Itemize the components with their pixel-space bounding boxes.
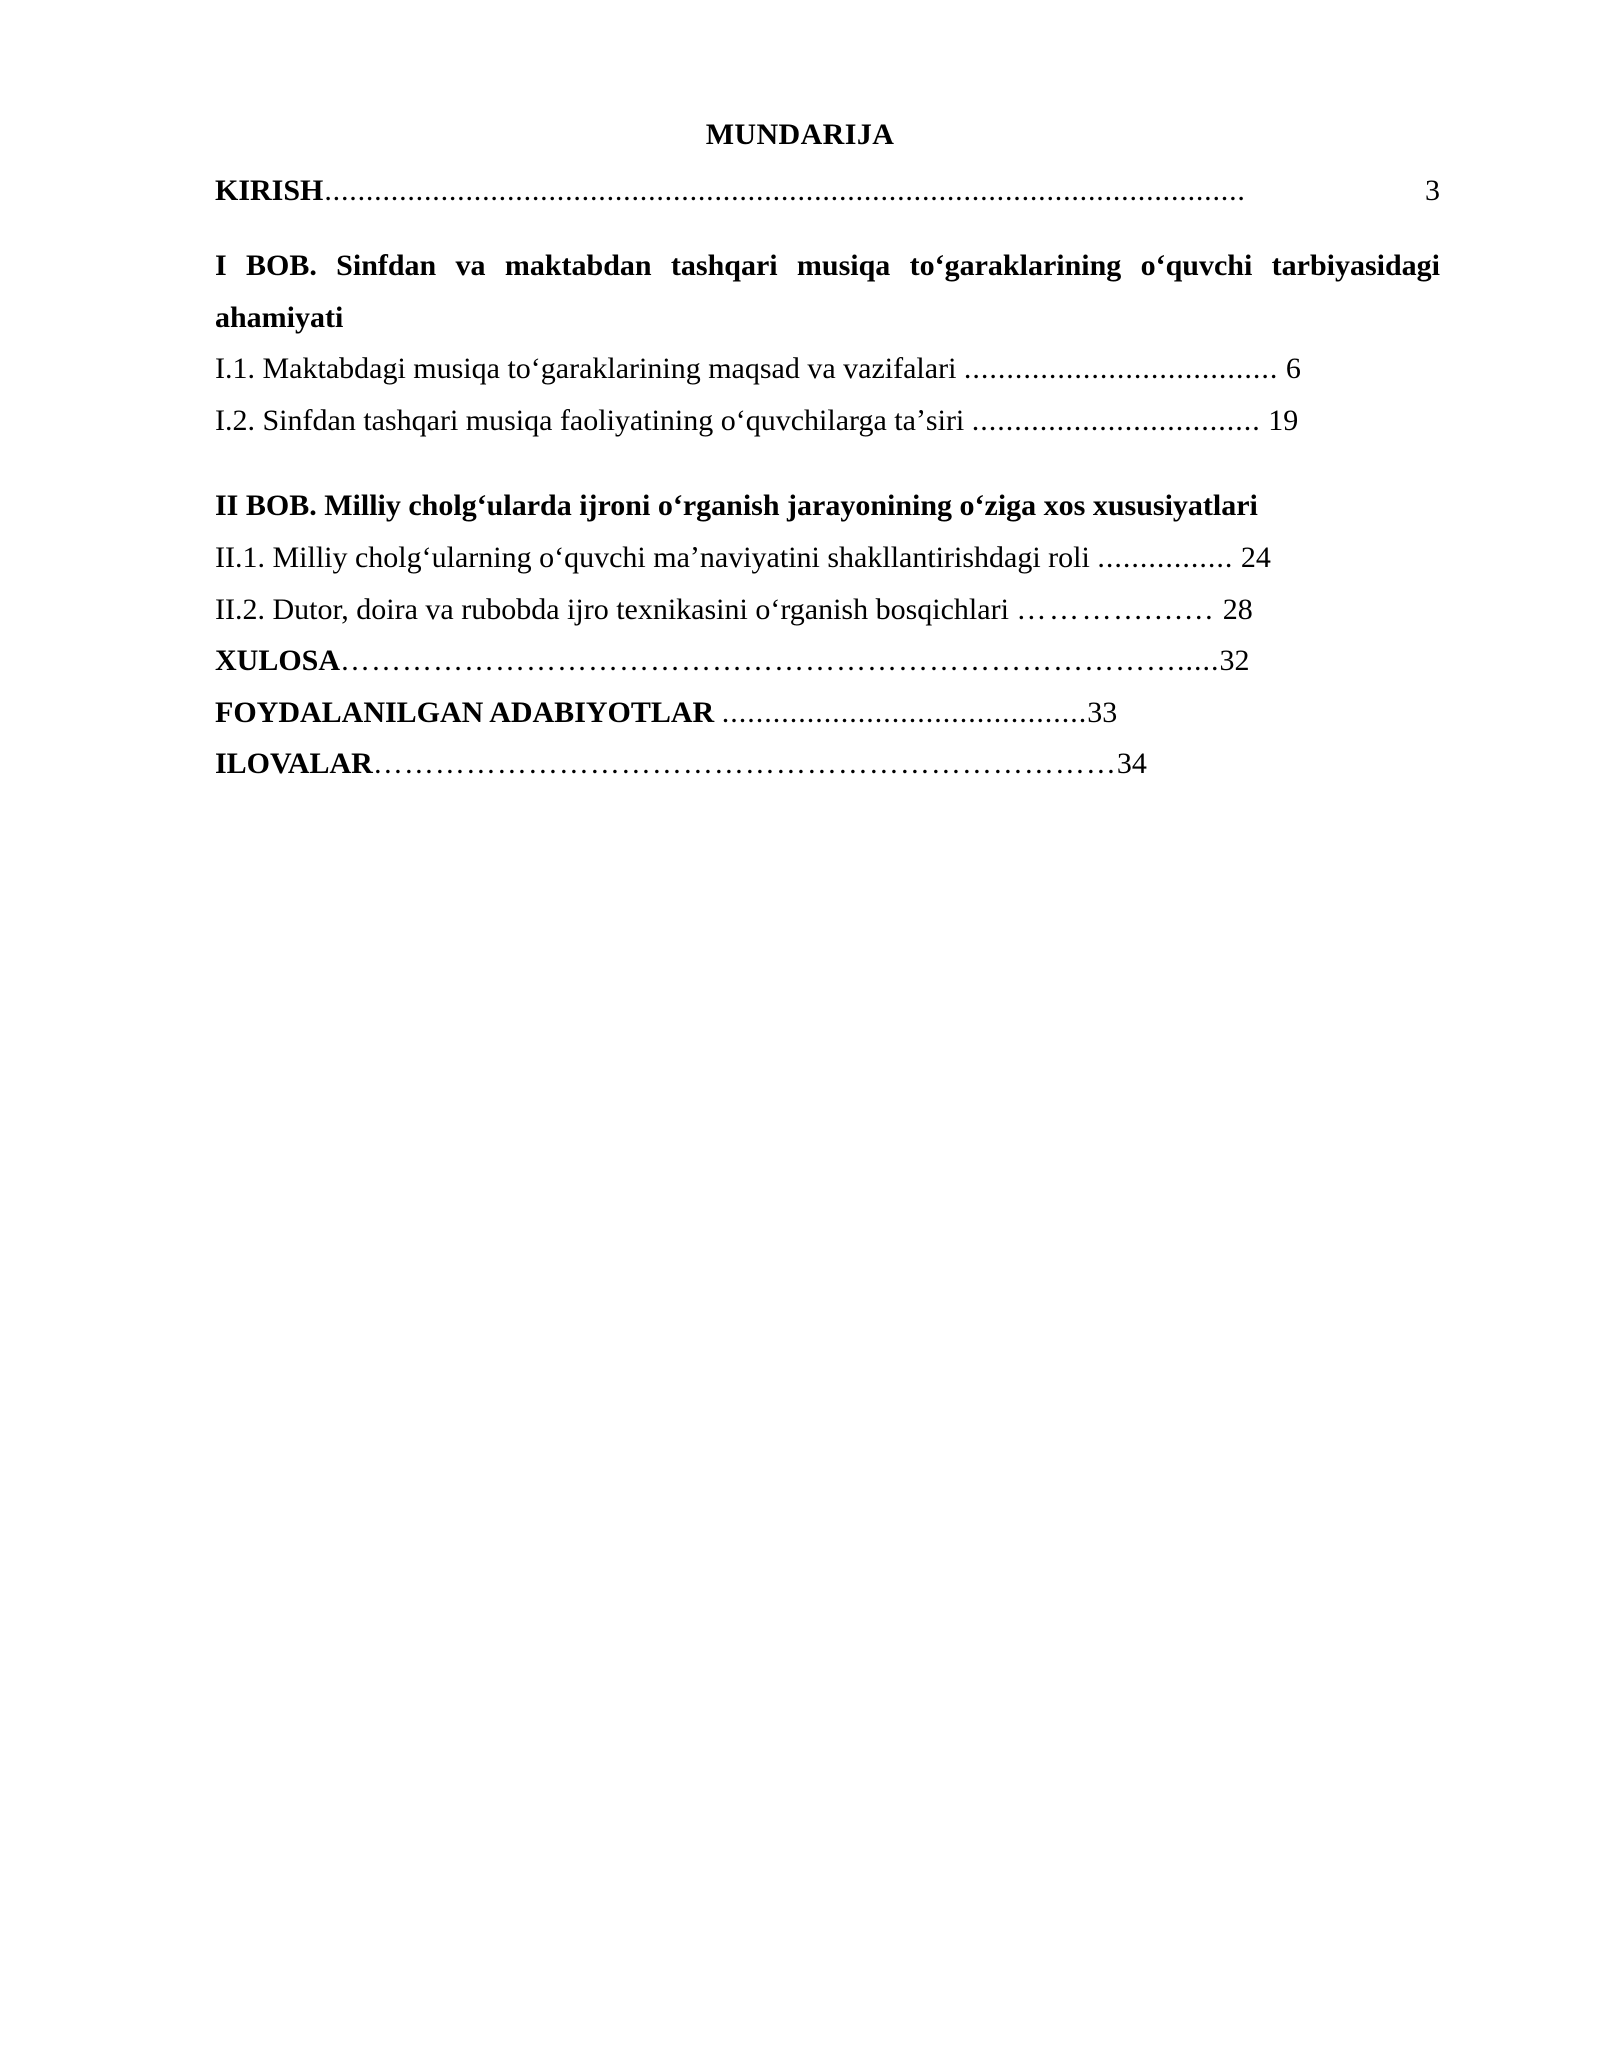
toc-entry-foydalanilgan-adabiyotlar[interactable] — [215, 687, 1440, 739]
toc-entry-label: FOYDALANILGAN ADABIYOTLAR — [215, 695, 715, 729]
toc-page-number: 19 — [1268, 403, 1299, 437]
spacer — [215, 446, 1440, 480]
toc-page-number: 6 — [1285, 352, 1301, 386]
toc-entry-ii-1[interactable] — [215, 532, 1440, 584]
toc-page-number: 34 — [1116, 747, 1147, 781]
toc-entry-ii-2[interactable] — [215, 584, 1440, 636]
toc-entry-label: XULOSA — [215, 644, 341, 678]
toc-entry-text: II.2. Dutor, doira va rubobda ijro texnikasini oʻrganish bosqichlari — [215, 592, 1009, 626]
toc-page-number: 24 — [1240, 540, 1271, 574]
chapter-heading-one: I BOB. Sinfdan va maktabdan tashqari musiqa toʻgaraklarining oʻquvchi tarbiyasidagi ahamiyati — [215, 249, 1440, 334]
leader-dots: ……….......... — [1016, 592, 1216, 626]
toc-page-number: 3 — [1425, 174, 1440, 207]
toc-entry-i-2[interactable] — [215, 395, 1440, 447]
toc-page-number: 33 — [1087, 695, 1118, 729]
toc-page-number: 28 — [1222, 592, 1253, 626]
leader-dots: ................ — [1097, 540, 1234, 574]
leader-dots: .................................. — [971, 403, 1261, 437]
leader-dots: ............................................................................................................... — [324, 176, 1246, 206]
toc-page-number: 32 — [1219, 644, 1250, 678]
toc-entry-text: II.1. Milliy cholgʻularning oʻquvchi maʼnaviyatini shakllantirishdagi roli — [215, 540, 1090, 574]
toc-entry-text: I.2. Sinfdan tashqari musiqa faoliyatining oʻquvchilarga taʼsiri — [215, 403, 965, 437]
leader-dots: ……………………………………………………………… — [372, 747, 1117, 781]
leader-dots: ........................................... — [721, 695, 1088, 729]
toc-entry-label: ILOVALAR — [215, 747, 373, 781]
toc-entry-label: KIRISH — [215, 174, 324, 207]
leader-dots: ………………………………………………………………………..... — [340, 644, 1220, 678]
toc-entry-kirish[interactable] — [215, 176, 1440, 206]
toc-entry-ilovalar[interactable] — [215, 738, 1440, 790]
leader-dots: ..................................... — [963, 352, 1279, 386]
chapter-heading-two: II BOB. Milliy cholgʻularda ijroni oʻrganish jarayonining oʻziga xos xususiyatlari — [215, 489, 1258, 523]
toc-entry-i-1[interactable] — [215, 343, 1440, 395]
page-title: MUNDARIJA — [705, 118, 895, 151]
spacer — [215, 206, 1440, 240]
toc-entry-text: I.1. Maktabdagi musiqa toʻgaraklarining maqsad va vazifalari — [215, 352, 957, 386]
toc-entry-xulosa[interactable] — [215, 635, 1440, 687]
